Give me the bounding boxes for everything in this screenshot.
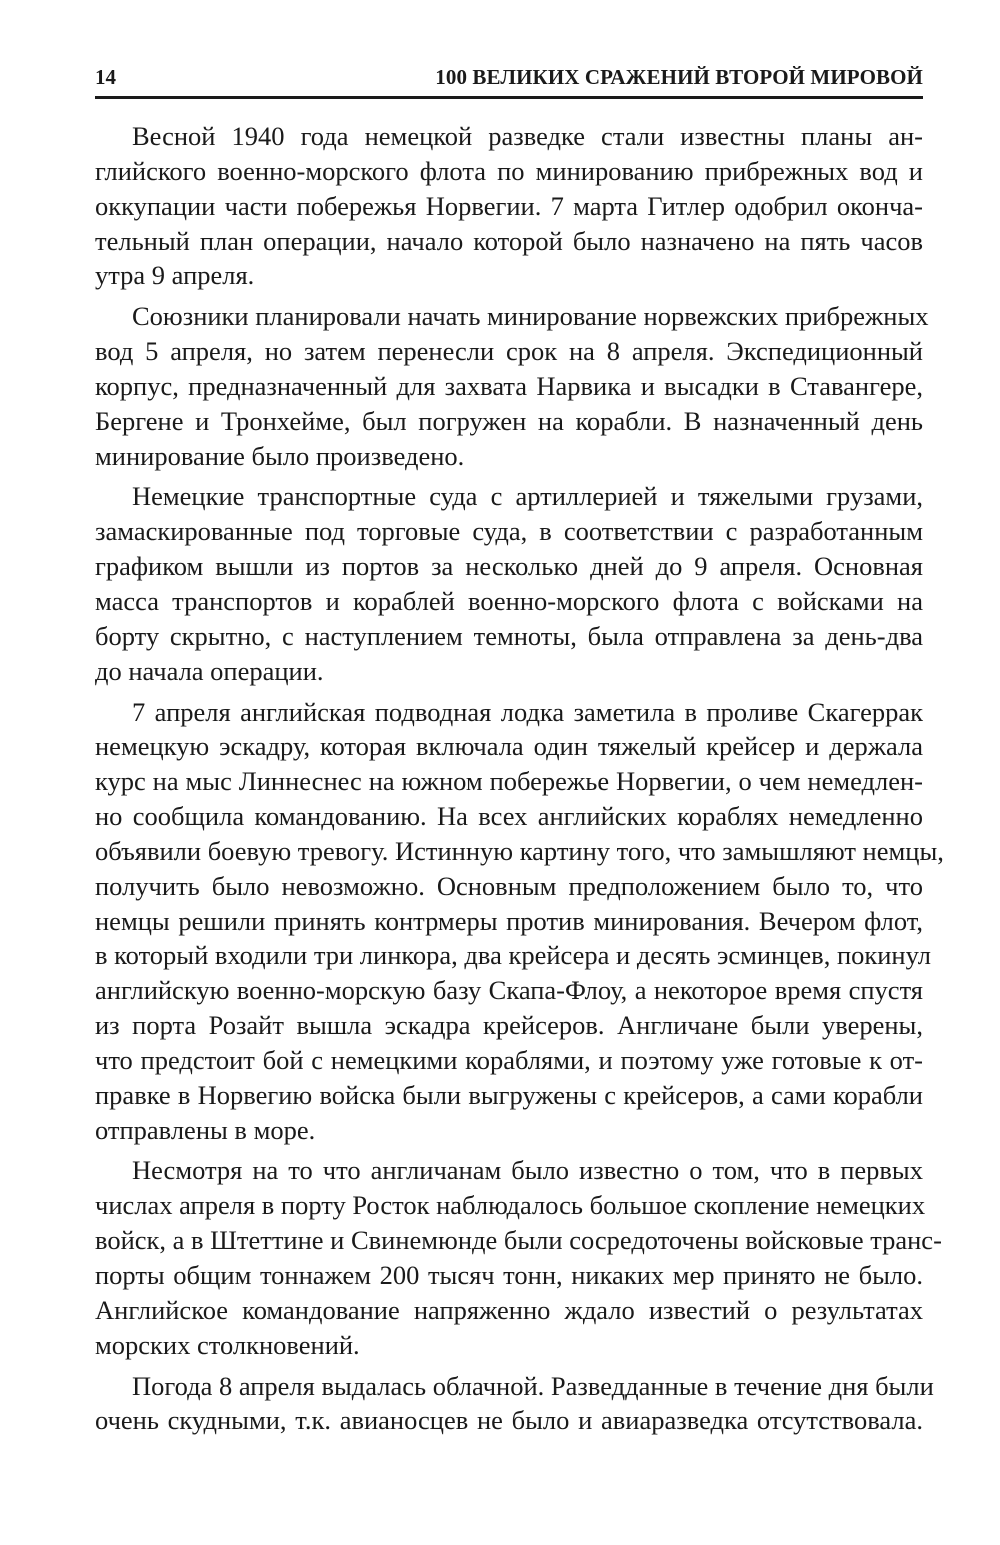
- page-number: 14: [95, 65, 116, 89]
- text-line: до начала операции.: [95, 655, 324, 686]
- text-line: Погода 8 апреля выдалась облачной. Разведданные в течение дня были: [132, 1370, 934, 1401]
- text-line: отправлены в море.: [95, 1114, 316, 1145]
- text-line: что предстоит бой с немецкими кораблями, и поэтому уже готовые к от-: [95, 1044, 923, 1075]
- text-line: масса транспортов и кораблей военно-морского флота с войсками на: [95, 585, 923, 616]
- text-line: порты общим тоннажем 200 тысяч тонн, никаких мер принято не было.: [95, 1260, 923, 1290]
- text-line: немцы решили принять контрмеры против минирования. Вечером флот,: [95, 905, 923, 936]
- text-line: Бергене и Тронхейме, был погружен на корабли. В назначенный день: [95, 405, 923, 436]
- text-line: борту скрытно, с наступлением темноты, была отправлена за день-два: [95, 620, 923, 651]
- text-line: английскую военно-морскую базу Скапа-Флоу, а некоторое время спустя: [95, 975, 923, 1006]
- text-line: минирование было произведено.: [95, 440, 465, 471]
- page-header: [95, 62, 923, 92]
- running-title: 100 ВЕЛИКИХ СРАЖЕНИЙ ВТОРОЙ МИРОВОЙ: [435, 65, 923, 89]
- text-line: вод 5 апреля, но затем перенесли срок на 8 апреля. Экспедиционный: [95, 336, 923, 367]
- book-page: [95, 62, 944, 1444]
- header-rule: [95, 96, 923, 99]
- text-line: курс на мыс Линнеснес на южном побережье Норвегии, о чем немедлен-: [95, 766, 923, 797]
- text-line: в который входили три линкора, два крейсера и десять эсминцев, покинул: [95, 940, 931, 971]
- text-line: но сообщила командованию. На всех английских кораблях немедленно: [95, 801, 923, 832]
- text-line: числах апреля в порту Росток наблюдалось большое скопление немецких: [95, 1190, 926, 1221]
- text-line: 7 апреля английская подводная лодка заметила в проливе Скагеррак: [132, 696, 923, 727]
- text-line: графиком вышли из портов за несколько дней до 9 апреля. Основная: [95, 551, 923, 582]
- text-line: объявили боевую тревогу. Истинную картину того, что замышляют немцы,: [95, 835, 944, 866]
- text-line: тельный план операции, начало которой было назначено на пять часов: [95, 225, 923, 256]
- text-line: Немецкие транспортные суда с артиллерией и тяжелыми грузами,: [132, 481, 923, 512]
- text-line: Весной 1940 года немецкой разведке стали известны планы ан-: [132, 121, 923, 151]
- paragraph: [95, 299, 929, 473]
- paragraph: [95, 1369, 934, 1439]
- text-line: корпус, предназначенный для захвата Нарвика и высадки в Ставангере,: [95, 370, 923, 401]
- text-line: морских столкновений.: [95, 1329, 360, 1360]
- text-line: Союзники планировали начать минирование норвежских прибрежных: [132, 301, 929, 332]
- paragraph: [95, 119, 923, 293]
- text-line: замаскированные под торговые суда, в соответствии с разработанным: [95, 516, 923, 547]
- paragraph: [95, 695, 944, 1148]
- text-line: оккупации части побережья Норвегии. 7 марта Гитлер одобрил оконча-: [95, 190, 923, 221]
- text-line: утра 9 апреля.: [95, 260, 255, 291]
- text-line: войск, а в Штеттине и Свинемюнде были сосредоточены войсковые транс-: [95, 1225, 942, 1256]
- text-line: получить было невозможно. Основным предположением было то, что: [95, 870, 923, 901]
- paragraph: [95, 479, 923, 688]
- text-line: из порта Розайт вышла эскадра крейсеров. Англичане были уверены,: [95, 1010, 923, 1041]
- text-line: немецкую эскадру, которая включала один тяжелый крейсер и держала: [95, 731, 923, 762]
- text-line: правке в Норвегию войска были выгружены с крейсеров, а сами корабли: [95, 1079, 923, 1110]
- paragraph: [95, 1153, 942, 1362]
- text-line: очень скудными, т.к. авианосцев не было и авиаразведка отсутствовала.: [95, 1405, 923, 1436]
- text-line: глийского военно-морского флота по минированию прибрежных вод и: [95, 155, 923, 186]
- body-text: [95, 119, 944, 1438]
- text-line: Несмотря на то что англичанам было известно о том, что в первых: [132, 1155, 923, 1186]
- text-line: Английское командование напряженно ждало известий о результатах: [95, 1294, 923, 1325]
